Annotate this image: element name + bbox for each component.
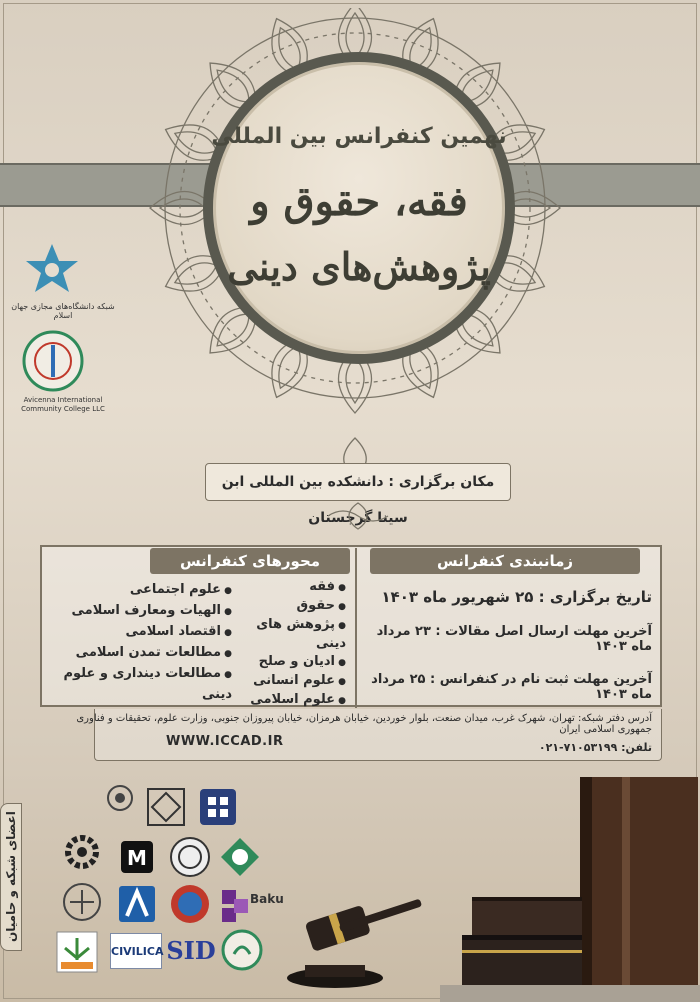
baku-logo-icon	[220, 886, 250, 926]
conference-title-line3: پژوهش‌های دینی	[227, 244, 491, 289]
column-divider	[355, 548, 357, 708]
schedule-header: زمانبندی کنفرانس	[370, 548, 640, 574]
member-logo	[60, 830, 104, 874]
sid-label: SID	[166, 936, 216, 965]
topic-item: ● فقه	[236, 578, 346, 597]
virtual-universities-network-logo	[22, 240, 82, 300]
member-logo	[60, 880, 104, 924]
member-logo	[115, 882, 159, 926]
topics-list-left	[42, 580, 232, 705]
schedule-list	[362, 588, 652, 720]
member-logo	[98, 780, 142, 824]
baku-logo	[220, 886, 284, 926]
member-logo	[218, 835, 262, 879]
baku-label: Baku	[250, 892, 284, 906]
topic-item: ● علوم اسلامی	[236, 691, 346, 710]
topic-item: ● حقوق	[236, 597, 346, 616]
topic-item: ● مطالعات تمدن اسلامی	[42, 643, 232, 664]
member-logo	[168, 882, 212, 926]
svg-text:M: M	[127, 846, 147, 870]
member-logo	[220, 928, 264, 972]
virtual-universities-network-caption: شبکه دانشگاه‌های مجازی جهان اسلام	[11, 302, 115, 320]
topic-item: ● ادیان و صلح	[236, 653, 346, 672]
conference-title-line1: نهمین کنفرانس بین المللی	[211, 124, 507, 149]
avicenna-college-caption: Avicenna International Community College LLC	[21, 396, 105, 413]
ornament-divider	[318, 501, 398, 531]
topic-item: ● اقتصاد اسلامی	[42, 622, 232, 643]
office-address: آدرس دفتر شبکه: تهران، شهرک غرب، میدان صنعت، بلوار خوردین، خیابان هرمزان، خیابان پیروزان جنوبی، وزارت علوم، تحقیقات و فناوری جمهوری اسلامی ایران	[76, 713, 652, 735]
member-logo	[55, 930, 99, 974]
gavel-icon	[280, 895, 430, 990]
topic-item: ● مطالعات دینداری و علوم دینی	[42, 664, 232, 705]
civilica-label: CIVILICA	[111, 945, 164, 958]
member-logo	[168, 835, 212, 879]
schedule-row: آخرین مهلت ارسال اصل مقالات : ۲۳ مرداد ماه ۱۴۰۳	[376, 624, 652, 654]
avicenna-college-logo	[22, 330, 84, 392]
civilica-logo	[110, 933, 162, 969]
books-gavel-illustration	[440, 775, 700, 1002]
sid-logo	[166, 934, 216, 968]
topics-list-right	[236, 578, 346, 710]
schedule-row: آخرین مهلت ثبت نام در کنفرانس : ۲۵ مرداد ماه ۱۴۰۳	[371, 672, 652, 702]
website-link[interactable]: WWW.ICCAD.IR	[166, 734, 284, 749]
topic-item: ● پژوهش های دینی	[236, 616, 346, 653]
topic-item: ● علوم انسانی	[236, 672, 346, 691]
topic-item: ● الهیات ومعارف اسلامی	[42, 601, 232, 622]
topics-header: محورهای کنفرانس	[150, 548, 350, 574]
member-logo	[115, 835, 159, 879]
members-tab: اعضای شبکه و حامیان	[0, 803, 22, 951]
topic-item: ● علوم اجتماعی	[42, 580, 232, 601]
member-logo	[144, 785, 188, 829]
member-logo	[196, 785, 240, 829]
phone-number: تلفن: ۷۱۰۵۳۱۹۹-۰۲۱	[538, 741, 652, 754]
venue-banner: مکان برگزاری : دانشکده بین المللی ابن سینا گرجستان	[205, 463, 511, 501]
schedule-row: تاریخ برگزاری : ۲۵ شهریور ماه ۱۴۰۳	[381, 588, 652, 606]
conference-title-line2: فقه، حقوق و	[250, 178, 468, 225]
